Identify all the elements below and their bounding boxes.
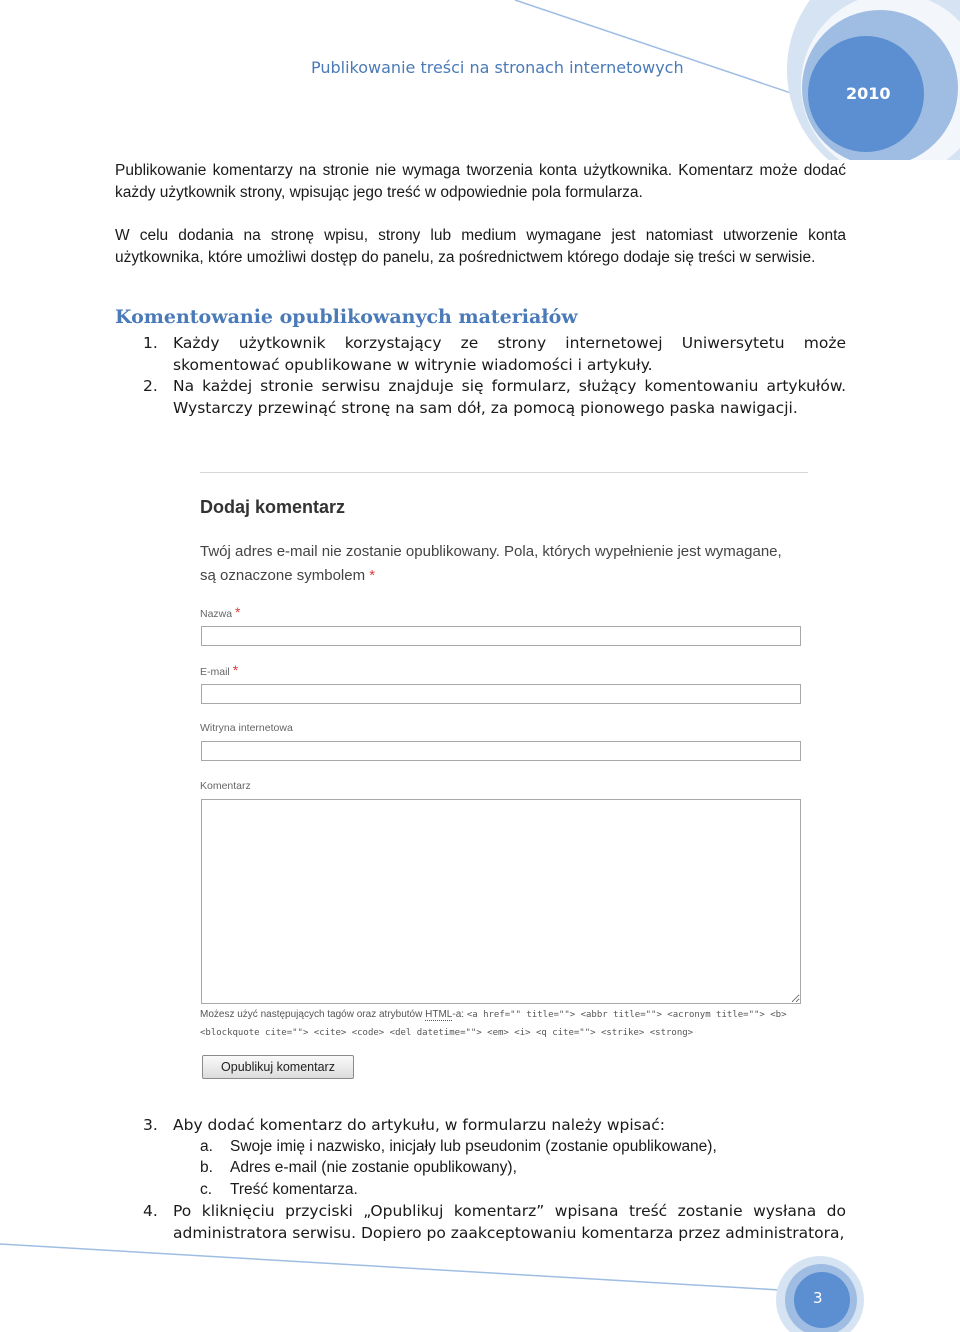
html-abbr: HTML [425,1009,453,1020]
page-number: 3 [813,1289,823,1307]
website-label: Witryna internetowa [200,722,293,734]
name-input[interactable] [201,626,801,646]
sub-list-item-letter: b. [200,1159,213,1176]
email-input[interactable] [201,684,801,704]
list-item-text: Po kliknięciu przyciski „Opublikuj komentarz” wpisana treść zostanie wysłana do administratora serwisu. Dopiero po zaakceptowaniu komentarza przez administratora, [173,1202,846,1242]
document-header-title: Publikowanie treści na stronach internetowych [311,58,684,77]
intro-paragraph: Publikowanie komentarzy na stronie nie wymaga tworzenia konta użytkownika. Komentarz może dodać każdy użytkownik strony, wpisując jego treść w odpowiednie pola formularza. [115,162,846,201]
required-marker: * [369,567,376,584]
list-item-text: Każdy użytkownik korzystający ze strony internetowej Uniwersytetu może skomentować opublikowane w witrynie wiadomości i artykuły. [173,334,846,374]
form-notice-text: Twój adres e-mail nie zostanie opublikowany. Pola, których wypełnienie jest wymagane, są oznaczone symbolem [200,543,782,584]
allowed-tags-line1: <a href="" title=""> <abbr title=""> <acronym title=""> <b> [466,1010,787,1020]
email-label [200,662,238,678]
list-item-text: Aby dodać komentarz do artykułu, w formularzu należy wpisać: [173,1116,665,1134]
header-year: 2010 [846,84,891,103]
sub-list-item-letter: c. [200,1181,213,1198]
allowed-tags-info [200,1006,804,1042]
allowed-tags-suffix: -a: [452,1009,465,1020]
header-decoration [0,0,960,160]
sub-list-item-text: Adres e-mail (nie zostanie opublikowany), [230,1159,517,1176]
comment-label: Komentarz [200,780,251,792]
sub-list-item-text: Swoje imię i nazwisko, inicjały lub pseudonim (zostanie opublikowane), [230,1138,717,1155]
section-heading: Komentowanie opublikowanych materiałów [115,306,578,328]
required-marker: * [232,662,239,678]
list-item-number: 2. [143,377,158,395]
list-item-number: 1. [143,334,158,352]
form-notice [200,540,800,588]
comment-form-screenshot [198,472,810,1084]
form-title: Dodaj komentarz [200,497,346,517]
allowed-tags-prefix: Możesz użyć następujących tagów oraz atrybutów [200,1009,423,1020]
required-marker: * [235,604,241,620]
account-paragraph: W celu dodania na stronę wpisu, strony lub medium wymagane jest natomiast utworzenie konta użytkownika, które umożliwi dostęp do panelu, za pośrednictwem którego dodaje się treści w serwisie. [115,227,846,266]
sub-list-item-letter: a. [200,1138,213,1155]
list-item-number: 4. [143,1202,158,1220]
list-item-text: Na każdej stronie serwisu znajduje się formularz, służący komentowaniu artykułów. Wystarczy przewinąć stronę na sam dół, za pomocą pionowego paska nawigacji. [173,377,846,417]
publish-comment-button[interactable]: Opublikuj komentarz [202,1055,354,1079]
name-label-text: Nazwa [200,608,233,620]
name-label [200,604,240,620]
divider [200,472,808,473]
list-item-number: 3. [143,1116,158,1134]
footer-decoration [0,1230,960,1332]
sub-list-item-text: Treść komentarza. [230,1181,358,1198]
comment-textarea[interactable] [201,799,801,1004]
website-input[interactable] [201,741,801,761]
email-label-text: E-mail [200,666,230,678]
allowed-tags-line2: <blockquote cite=""> <cite> <code> <del datetime=""> <em> <i> <q cite=""> <strike> <strong> [200,1028,694,1038]
